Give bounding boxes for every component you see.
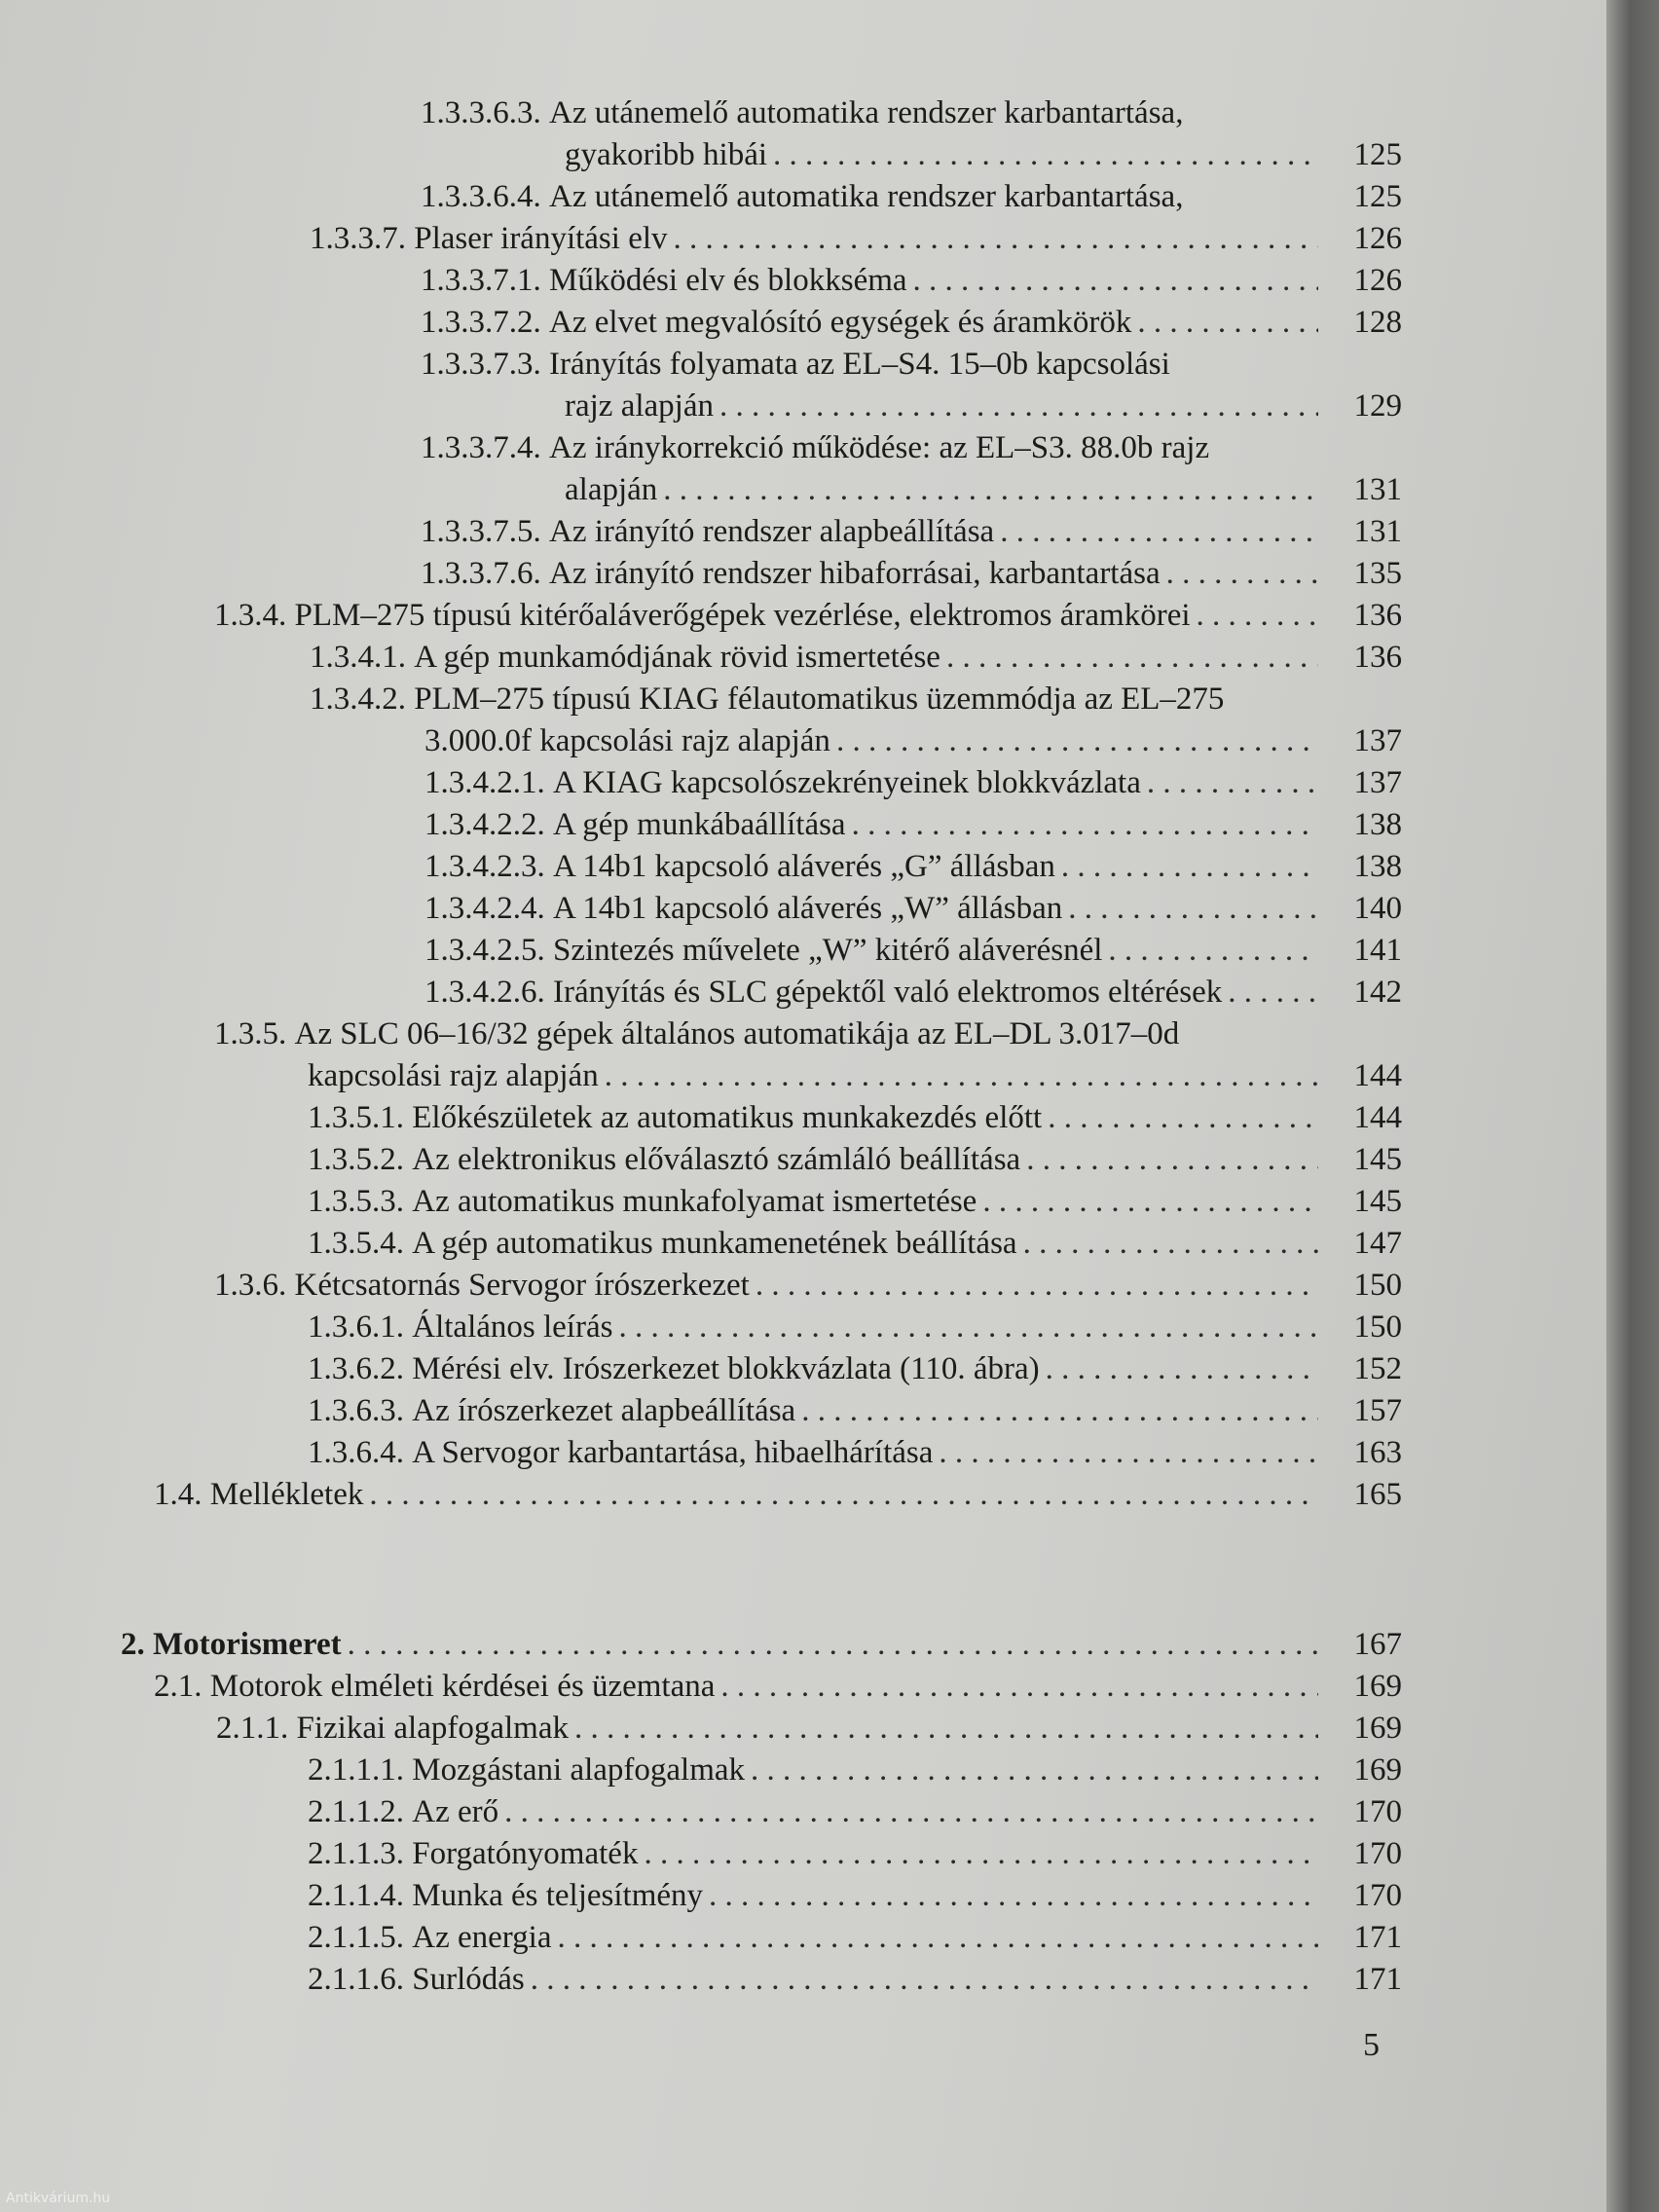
toc-entry: 1.3.5.4. A gép automatikus munkamenetének beállítása . . .	[308, 1223, 1324, 1266]
page-number: 5	[1363, 2027, 1380, 2063]
toc-entry: 1.3.6.1. Általános leírás . . .	[308, 1307, 1324, 1349]
toc-entry: 2.1.1.6. Surlódás . . .	[308, 1959, 1324, 2002]
toc-entry: alapján . . .	[565, 469, 1324, 512]
toc-entry: 1.3.4.2.6. Irányítás és SLC gépektől való elektromos eltérések . . .	[424, 972, 1324, 1014]
toc-entry: 1.3.6.2. Mérési elv. Irószerkezet blokkvázlata (110. ábra) . . .	[308, 1348, 1324, 1391]
toc-entry: 1.3.4.2.4. A 14b1 kapcsoló aláverés „W” állásban . . .	[424, 888, 1324, 931]
toc-entry: 1.3.5.3. Az automatikus munkafolyamat ismertetése . . .	[308, 1181, 1324, 1224]
toc-entry: 1.4. Mellékletek . . .	[154, 1474, 1324, 1517]
toc-entry: 1.3.3.6.3. Az utánemelő automatika rendszer karbantartása,	[421, 95, 1184, 130]
toc-entry: 1.3.6.3. Az írószerkezet alapbeállítása . . .	[308, 1390, 1324, 1433]
toc-entry: 1.3.5.1. Előkészületek az automatikus munkakezdés előtt . . .	[308, 1097, 1324, 1140]
toc-entry: 1.3.3.7.4. Az iránykorrekció működése: az EL–S3. 88.0b rajz	[421, 430, 1210, 465]
toc-entry: 2.1.1.5. Az energia . . .	[308, 1917, 1324, 1960]
toc-entry: 1.3.3.7.1. Működési elv és blokkséma . . .	[421, 260, 1324, 303]
toc-entry: gyakoribb hibái . . .	[565, 134, 1324, 177]
toc-entry: 1.3.3.7.2. Az elvet megvalósító egységek és áramkörök . . .	[421, 302, 1324, 345]
toc-entry: 1.3.6.4. A Servogor karbantartása, hibaelhárítása . . .	[308, 1432, 1324, 1475]
toc-entry: 1.3.4.2. PLM–275 típusú KIAG félautomatikus üzemmódja az EL–275	[310, 682, 1225, 717]
table-of-contents: 1.3.3.6.3. Az utánemelő automatika rendszer karbantartása, gyakoribb hibái . . . 125 1.3.3.6.4. Az utánemelő automatika rendszer karbantartása, 125 1.3.3.7. Plaser irányítási elv . . . 126 1.3.3.7.1. Működési elv és blokkséma . . . 126 1.3.3.7.2. Az elvet megvalósító egységek és áramkörök . . . 128 1.3.3.7.3. Irányítás folyamata az EL–S4. 15–0b kapcsolási rajz alapján . . . 129 1.3.3.7.4. Az iránykorrekció működése: az EL–S3. 88.0b rajz alapján . . . 131 1.3.3.7.5. Az irányító rendszer alapbeállítása . . . 131 1.3.3.7.6. Az irányító rendszer hibaforrásai, karbantartása . . . 135 1.3.4. PLM–275 típusú kitérőaláverőgépek vezérlése, elektromos áramkörei . . . 136 1.3.4.1. A gép munkamódjának rövid ismertetése . . . 136 1.3.4.2. PLM–275 típusú KIAG félautomatikus üzemmódja az EL–275 3.000.0f kapcsolási rajz alapján . . . 137 1.3.4.2.1. A KIAG kapcsolószekrényeinek blokkvázlata . . . 137 1.3.4.2.2. A gép munkábaállítása . . . 138 1.3.4.2.3. A 14b1 kapcsoló aláverés „G” állásban . . . 138 1.3.4.2.4. A 14b1 kapcsoló aláverés „W” állásban . . . 140 1.3.4.2.5. Szintezés művelete „W” kitérő aláverésnél . . . 141 1.3.4.2.6. Irányítás és SLC gépektől való elektromos eltérések . . . 142 1.3.5. Az SLC 06–16/32 gépek általános automatikája az EL–DL 3.017–0d kapcsolási rajz alapján . . . 144 1.3.5.1. Előkészületek az automatikus munkakezdés előtt . . . 144 1.3.5.2. Az elektronikus előválasztó számláló beállítása . . . 145 1.3.5.3. Az automatikus munkafolyamat ismertetése . . . 145 1.3.5.4. A gép automatikus munkamenetének beállítása . . . 147 1.3.6. Kétcsatornás Servogor írószerkezet . . . 150 1.3.6.1. Általános leírás . . . 150 1.3.6.2. Mérési elv. Irószerkezet blokkvázlata (110. ábra) . . . 152 1.3.6.3. Az írószerkezet alapbeállítása . . . 157 1.3.6.4. A Servogor karbantartása, hibaelhárítása . . . 163 1.4. Mellékletek . . . 165 2. Motorismeret . . . 167 2.1. Motorok elméleti kérdései és üzemtana . . . 169 2.1.1. Fizikai alapfogalmak . . . 169 2.1.1.1. Mozgástani alapfogalmak . . . 169 2.1.1.2. Az erő . . . 170 2.1.1.3. Forgatónyomaték . . . 170 2.1.1.4. Munka és teljesítmény . . . 170 2.1.1.5. Az energia . . . 171 2.1.1.6. Surlódás . . . 171	[0, 0, 1606, 2212]
toc-entry: 1.3.3.7.3. Irányítás folyamata az EL–S4. 15–0b kapcsolási	[421, 347, 1170, 382]
toc-entry: 3.000.0f kapcsolási rajz alapján . . .	[424, 720, 1324, 763]
book-spine-shadow	[1606, 0, 1659, 2212]
toc-entry: kapcsolási rajz alapján . . .	[308, 1055, 1324, 1098]
toc-entry: 1.3.4.1. A gép munkamódjának rövid ismertetése . . .	[310, 637, 1324, 680]
toc-entry: 1.3.4.2.5. Szintezés művelete „W” kitérő aláverésnél . . .	[424, 930, 1324, 973]
toc-entry: 1.3.3.6.4. Az utánemelő automatika rendszer karbantartása,	[421, 179, 1184, 214]
toc-entry: 1.3.3.7. Plaser irányítási elv . . .	[310, 218, 1324, 261]
watermark: Antikvárium.hu	[6, 2191, 111, 2206]
toc-chapter-entry: 2. Motorismeret . . .	[121, 1624, 1324, 1667]
toc-entry: 1.3.4.2.3. A 14b1 kapcsoló aláverés „G” állásban . . .	[424, 846, 1324, 889]
toc-entry: 2.1.1.3. Forgatónyomaték . . .	[308, 1833, 1324, 1876]
toc-entry: 1.3.3.7.6. Az irányító rendszer hibaforrásai, karbantartása . . .	[421, 553, 1324, 596]
toc-entry: 1.3.5.2. Az elektronikus előválasztó számláló beállítása . . .	[308, 1139, 1324, 1182]
toc-entry: 2.1.1.4. Munka és teljesítmény . . .	[308, 1875, 1324, 1918]
toc-entry: 1.3.4.2.2. A gép munkábaállítása . . .	[424, 804, 1324, 847]
toc-entry: rajz alapján . . .	[565, 386, 1324, 428]
toc-entry: 1.3.5. Az SLC 06–16/32 gépek általános automatikája az EL–DL 3.017–0d	[214, 1016, 1180, 1051]
toc-entry: 1.3.3.7.5. Az irányító rendszer alapbeállítása . . .	[421, 511, 1324, 554]
toc-entry: 1.3.6. Kétcsatornás Servogor írószerkezet . . .	[214, 1265, 1324, 1308]
toc-entry: 2.1.1.1. Mozgástani alapfogalmak . . .	[308, 1750, 1324, 1792]
toc-entry: 1.3.4.2.1. A KIAG kapcsolószekrényeinek blokkvázlata . . .	[424, 762, 1324, 805]
toc-entry: 2.1. Motorok elméleti kérdései és üzemtana . . .	[154, 1666, 1324, 1709]
toc-entry: 2.1.1.2. Az erő . . .	[308, 1791, 1324, 1834]
toc-entry: 2.1.1. Fizikai alapfogalmak . . .	[216, 1708, 1324, 1751]
toc-entry: 1.3.4. PLM–275 típusú kitérőaláverőgépek vezérlése, elektromos áramkörei . . .	[214, 595, 1324, 638]
